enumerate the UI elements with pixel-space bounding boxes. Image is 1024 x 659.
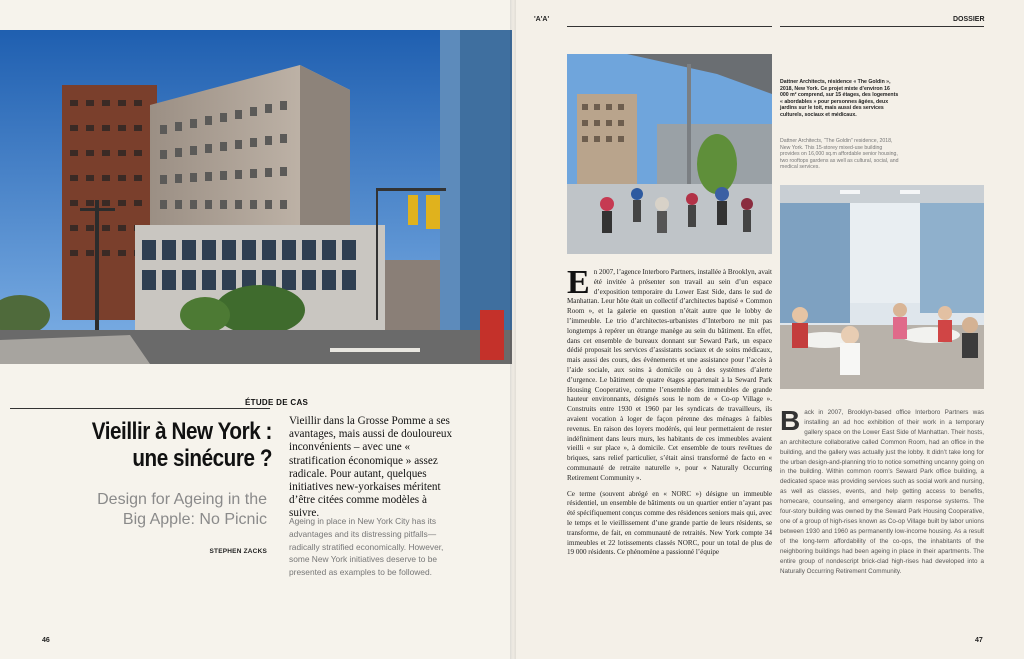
kicker-rule	[10, 408, 270, 409]
body-fr-p1-text: n 2007, l’agence Interboro Partners, installée à Brooklyn, avait été invitée à présenter son travail au sein d’un espace d’exposition temporaire du Lower East Side, dans le sud de Manhattan. Leur hôte était un collectif d’architectes baptisé « Common Room », et la galerie en question n’était autre que le lobby de l’immeuble. Le trio d’architectes-urbanistes d’Interboro ne mit pas longtemps à repérer un étrange manège au sein du bâtiment. En effet, dans cet ensemble de bureaux donnant sur Seward Park, un espace dédié proposait les services d’assistants sociaux et de soins médicaux, mais aussi des cours, des événements et une assistance pour l’accès à l’aide sociale, aux soins à domicile ou à des systèmes d’alerte d’urgence. Le bâtiment de quatre étages appartenait à la Seward Park Housing Cooperative, comme l’ensemble des immeubles de grande hauteur environnants, désignés sous le nom de « Co-op Village ». Construits entre 1930 et 1960 par les syndicats de travailleurs, ils avaient vocation à loger de façon pérenne des ménages à faibles revenus. En raison des loyers modérés, qui leur permettaient de rester indéfiniment dans leurs murs, les habitants de ces immeubles avaient vieilli « sur place », à domicile. Cet ensemble de tours revêtues de briques, sans relief particulier, s’était ainsi transformé de facto en « communauté de retraite naturelle », pour « Naturally Occurring Retirement Community ».	[567, 268, 772, 482]
spine-gutter	[510, 0, 516, 659]
author-byline: STEPHEN ZACKS	[209, 548, 267, 555]
article-title-fr	[48, 418, 272, 472]
article-title-en	[7, 490, 267, 530]
body-fr-paragraph-2: Ce terme (souvent abrégé en « NORC ») désigne un immeuble résidentiel, un ensemble de bâtiments ou un quartier entier n’ayant pas été spécifiquement conçus comme des résidences seniors mais qui, avec le temps et le vieillissement d’une grande partie de leurs résidents, se transforme, de fait, en communauté de retraités. New York compte 34 immeubles et 22 lotissements classés NORC, pour un total de plus de 19 000 résidents. Ce phénomène a passionné l’équipe	[567, 489, 772, 557]
lead-paragraph-fr: Vieillir dans la Grosse Pomme a ses avantages, mais aussi de douloureux inconvénients – avec une « stratification économique » assez radicale. Pour autant, quelques initiatives new-yorkaises méritent d’être citées comme modèles à suivre.	[289, 415, 453, 520]
subtitle-line-1: Design for Ageing in the	[97, 491, 267, 508]
subtitle-line-2: Big Apple: No Picnic	[122, 511, 267, 528]
title-line-2: une sinécure ?	[132, 445, 272, 472]
header-rule-right	[780, 26, 984, 27]
body-fr-paragraph-1	[567, 264, 772, 484]
page-number-right: 47	[975, 637, 983, 644]
building-photo	[0, 30, 512, 364]
body-en-text: ack in 2007, Brooklyn-based office Interboro Partners was installing an ad hoc exhibition of their work in a temporary gallery space on the Lower East Side of Manhattan. Their hosts, an architecture collaborative called Common Room, had an office in the building, and the gallery was actually just the lobby. It didn’t take long for the urban design-and-planning trio to notice something uncanny going on in the building. Within common room’s Seward Park office building, a dedicated space was providing services such as social work and nursing, as well as classes, events, and help getting access to benefits, homecare, counseling, and emergency alarm response systems. The four-story building was owned by the Seward Park Housing Cooperative, one of a group of high-rises known as Co-op Village built by labor unions between 1930 and 1960 as permanently low-income housing. As a result of the long-term affordability of the co-ops, the inhabitants of the neighboring buildings had been ageing in place in their apartments. The entire group of nondescript brick-clad high-rises had developed into a Naturally Occurring Retirement Community.	[780, 409, 984, 575]
body-column-fr	[567, 264, 772, 564]
body-column-en	[780, 405, 984, 576]
kicker: ÉTUDE DE CAS	[245, 398, 309, 407]
magazine-logo: 'A'A'	[534, 16, 550, 23]
header-rule-left	[567, 26, 772, 27]
rooftop-garden-photo	[567, 54, 772, 254]
photo-caption-en: Dattner Architects, “The Goldin” residence, 2018, New York. This 15-storey mixed-use building provides on 16,000 sq.m affordable senior housing, two rooftops gardens as well as cultural, social, and medical services.	[780, 138, 899, 171]
page-number-left: 46	[42, 637, 50, 644]
section-label: DOSSIER	[953, 16, 985, 23]
dropcap-fr: E	[567, 264, 590, 301]
dining-room-photo	[780, 185, 984, 389]
title-line-1: Vieillir à New York :	[91, 418, 272, 445]
dropcap-en: B	[780, 405, 801, 436]
lead-paragraph-en: Ageing in place in New York City has its advantages and its distressing pitfalls—radically stratified economically. However, some New York initiatives deserve to be presented as examples to be followed.	[289, 516, 444, 578]
photo-caption-fr: Dattner Architects, résidence « The Goldin », 2018, New York. Ce projet mixte d’environ 16 000 m² comprend, sur 15 étages, des logements « abordables » pour personnes âgées, deux jardins sur le toit, mais aussi des services culturels, sociaux et médicaux.	[780, 79, 899, 118]
